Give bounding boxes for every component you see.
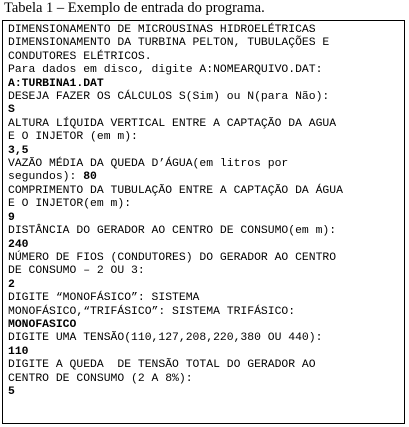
user-input-line bbox=[8, 212, 404, 225]
prompt-line bbox=[8, 37, 404, 50]
prompt-text: Para dados em disco, digite A:NOMEARQUIVO.DAT: bbox=[8, 64, 323, 77]
prompt-line bbox=[8, 373, 404, 386]
prompt-text: DE CONSUMO – 2 OU 3: bbox=[8, 265, 145, 278]
user-input-line bbox=[8, 346, 404, 359]
prompt-line bbox=[8, 131, 404, 144]
prompt-line bbox=[8, 185, 404, 198]
prompt-line bbox=[8, 24, 404, 37]
prompt-line bbox=[8, 332, 404, 345]
user-input-text: 3,5 bbox=[8, 144, 29, 157]
user-input-line bbox=[8, 386, 404, 399]
user-input-text: 110 bbox=[8, 345, 29, 358]
prompt-line bbox=[8, 359, 404, 372]
prompt-text: DIMENSIONAMENTO DE MICROUSINAS HIDROELÉTRICAS bbox=[8, 24, 316, 36]
prompt-text: ALTURA LÍQUIDA VERTICAL ENTRE A CAPTAÇÃO DA AGUA bbox=[8, 117, 337, 130]
user-input-line bbox=[8, 239, 404, 252]
prompt-text: COMPRIMENTO DA TUBULAÇÃO ENTRE A CAPTAÇÃO DA ÁGUA bbox=[8, 184, 343, 197]
prompt-text: DESEJA FAZER OS CÁLCULOS S(Sim) ou N(para Não): bbox=[8, 91, 330, 104]
user-input-text: 9 bbox=[8, 211, 15, 224]
prompt-line bbox=[8, 292, 404, 305]
user-input-text: 5 bbox=[8, 385, 15, 398]
prompt-line bbox=[8, 265, 404, 278]
prompt-line bbox=[8, 158, 404, 171]
prompt-text: VAZÃO MÉDIA DA QUEDA D’ÁGUA(em litros por bbox=[8, 158, 289, 171]
prompt-line bbox=[8, 306, 404, 319]
prompt-text: E O INJETOR (em m): bbox=[8, 131, 138, 144]
prompt-text: CENTRO DE CONSUMO (2 A 8%): bbox=[8, 372, 193, 385]
user-input-text: 80 bbox=[83, 171, 97, 184]
user-input-line bbox=[8, 145, 404, 158]
user-input-text: 2 bbox=[8, 278, 15, 291]
prompt-line bbox=[8, 198, 404, 211]
user-input-line bbox=[8, 279, 404, 292]
user-input-text: S bbox=[8, 104, 15, 117]
prompt-text: CONDUTORES ELÉTRICOS. bbox=[8, 50, 152, 63]
prompt-text: MONOFÁSICO,“TRIFÁSICO”: SISTEMA TRIFÁSICO: bbox=[8, 305, 296, 318]
prompt-text: NÚMERO DE FIOS (CONDUTORES) DO GERADOR AO CENTRO bbox=[8, 251, 337, 264]
user-input-line bbox=[8, 104, 404, 117]
user-input-text: 240 bbox=[8, 238, 29, 251]
prompt-text: DIMENSIONAMENTO DA TURBINA PELTON, TUBULAÇÕES E bbox=[8, 37, 330, 50]
user-input-line bbox=[8, 78, 404, 91]
prompt-text: DIGITE A QUEDA DE TENSÃO TOTAL DO GERADOR AO bbox=[8, 359, 316, 372]
prompt-line bbox=[8, 64, 404, 77]
program-input-transcript bbox=[2, 20, 405, 424]
prompt-text: DIGITE “MONOFÁSICO”: SISTEMA bbox=[8, 292, 200, 305]
user-input-text: A:TURBINA1.DAT bbox=[8, 77, 104, 90]
prompt-line bbox=[8, 225, 404, 238]
prompt-text: E O INJETOR(em m): bbox=[8, 198, 132, 211]
user-input-text: MONOFASICO bbox=[8, 318, 77, 331]
prompt-line bbox=[8, 51, 404, 64]
user-input-line bbox=[8, 319, 404, 332]
prompt-line bbox=[8, 252, 404, 265]
prompt-line bbox=[8, 118, 404, 131]
prompt-line bbox=[8, 171, 404, 184]
table-caption: Tabela 1 – Exemplo de entrada do programa. bbox=[4, 0, 265, 16]
prompt-text: DISTÂNCIA DO GERADOR AO CENTRO DE CONSUMO(em m): bbox=[8, 225, 337, 238]
prompt-text: segundos): bbox=[8, 171, 84, 184]
prompt-text: DIGITE UMA TENSÃO(110,127,208,220,380 OU 440): bbox=[8, 332, 323, 345]
prompt-line bbox=[8, 91, 404, 104]
